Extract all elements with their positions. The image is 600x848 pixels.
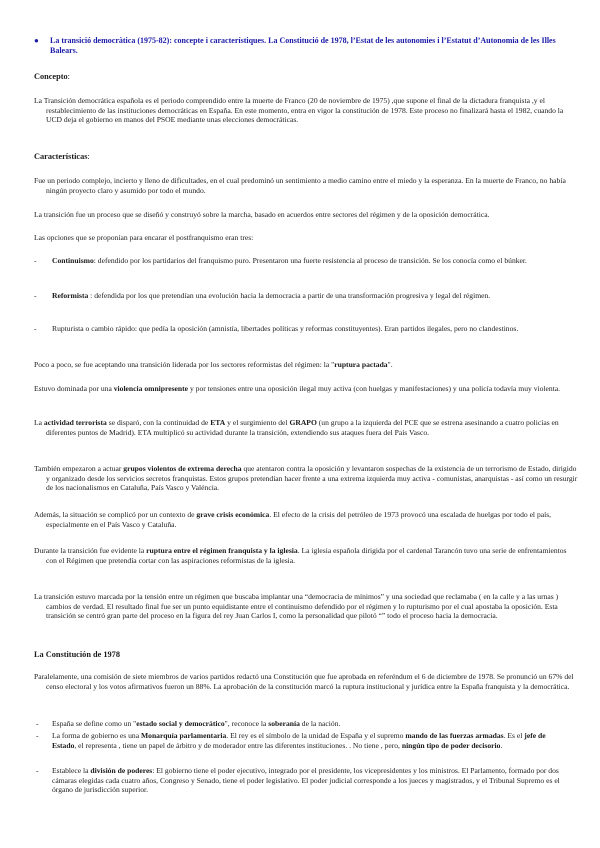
text-run: También empezaron a actuar (34, 464, 124, 473)
dash-marker: - (36, 766, 39, 775)
division-poderes-term: división de poderes (90, 766, 153, 775)
caracteristicas-paragraph-3: Las opciones que se proponían para encarar el postfranquismo eran tres: (34, 233, 254, 242)
constitucion-bullet-3 (34, 766, 570, 795)
text-run: y por tensiones entre una oposición ilegal muy activa (con huelgas y manifestaciones) y una policía todavía muy violenta. (188, 384, 561, 393)
text-run: Establece la (52, 766, 91, 775)
text-run: . (500, 740, 503, 750)
option-reformista-desc: : defendida por los que pretendían una evolución hacia la democracia a partir de una transformación progresiva y legal del régimen. (88, 291, 491, 300)
option-rupturista-text: Rupturista o cambio rápido: que pedía la oposición (amnistía, libertades políticas y reformas constituyentes). Eran partidos ilegales, pero no clandestinos. (52, 324, 519, 333)
text-run: de la nación. (299, 719, 341, 728)
text-run: La forma de gobierno es una (52, 731, 141, 740)
text-run: España se define como un " (52, 719, 137, 728)
text-run: . El efecto de la crisis del petróleo de 1973 provocó una escalada de huelgas por todo el país, especialmente en el País Vasco y Cataluña. (46, 510, 552, 529)
caracteristicas-paragraph-1: Fue un periodo complejo, incierto y lleno de dificultades, en el cual predominó un sentimiento a medio camino entre el miedo y la esperanza. En la muerte de Franco, no había ningún proyecto claro y asumido por todo el mundo. (34, 176, 566, 195)
caracteristicas-paragraph-7 (34, 464, 578, 493)
option-reformista-term: Reformista (52, 291, 89, 300)
concepto-paragraph: La Transición democrática española es el periodo comprendido entre la muerte de Franco (20 de noviembre de 1975) ,que supone el final de la dictadura franquista ,y el restablecimiento de las instituciones democráticas en España. En este momento, entra en vigor la constitución de 1978. Este proceso no finalizará hasta el 1982, cuando la UCD deja el gobierno en manos del PSOE mediante unas elecciones democráticas. (34, 96, 564, 125)
text-run: Además, la situación se complicó por un contexto de (34, 510, 197, 519)
mando-term: mando de las fuerzas armadas (405, 731, 504, 740)
option-continuismo-term: Continuismo (52, 256, 94, 265)
text-run: se disparó, con la continuidad de (106, 418, 211, 427)
constitucion-bullet-2 (34, 731, 570, 750)
caracteristicas-paragraph-8 (34, 510, 578, 529)
option-continuismo (34, 256, 566, 266)
text-run: : El gobierno tiene el poder ejecutivo, integrado por el presidente, los vicepresidentes y los ministros. El Parlamento, formado por dos cámaras elegidas cada cuatro años, Congreso y Senado, tiene el poder legislativo. El poder judicial corresponde a los jueces y magistrados, y el Tribunal Supremo es el órgano de jurisdicción superior. (52, 766, 560, 795)
text-run: . La iglesia española dirigida por el cardenal Tarancón tuvo una serie de enfrentamientos con el Régimen que pretendía cortar con las aspiraciones reformistas de la iglesia. (46, 546, 567, 565)
ruptura-iglesia-term: ruptura entre el régimen franquista y la iglesia (146, 546, 298, 555)
actividad-terrorista-term: actividad terrorista (43, 418, 107, 427)
violencia-omnipresente-term: violencia omnipresente (113, 384, 189, 393)
poder-decisorio-term: ningún tipo de poder decisorio (401, 740, 501, 750)
ruptura-pactada-term: ruptura pactada (334, 360, 388, 369)
grupos-violentos-term: grupos violentos de extrema derecha (123, 464, 242, 473)
caracteristicas-heading-text: Características (34, 152, 88, 161)
caracteristicas-paragraph-9 (34, 546, 578, 565)
concepto-heading (34, 72, 70, 82)
caracteristicas-paragraph-6 (34, 418, 578, 437)
monarquia-term: Monarquía parlamentaria (140, 731, 227, 740)
title-text: La transició democràtica (1975-82): concepte i característiques. La Constitució de 1978, l’Estat de les autonomies i l’Estatut d’Autonomia de les Illes Balears. (50, 36, 556, 55)
constitucion-bullet-1 (34, 719, 570, 729)
jefe-estado-term: jefe de Estado (52, 731, 546, 750)
concepto-heading-colon: : (67, 72, 70, 81)
text-run: y el surgimiento del (225, 418, 290, 427)
grave-crisis-term: grave crisis económica (196, 510, 270, 519)
text-run: , el representa , tiene un papel de árbitro y de moderador entre las diferentes instituciones. . No tiene , pero, (74, 740, 402, 750)
caracteristicas-paragraph-4 (34, 360, 566, 370)
constitucion-paragraph: Paralelamente, una comisión de siete miembros de varios partidos redactó una Constitución que fue aprobada en referéndum el 6 de diciembre de 1978. Se pronunció un 67% del censo electoral y los votos afirmativos fueron un 88%. La aprobación de la constitución marcó la ruptura institucional y jurídica entre la España franquista y la democrática. (34, 672, 574, 691)
caracteristicas-heading (34, 152, 90, 162)
soberania-term: soberanía (268, 719, 300, 728)
option-continuismo-desc: : defendido por los partidarios del franquismo puro. Presentaron una fuerte resistencia al proceso de transición. Se los conocía como el búnker. (93, 256, 527, 265)
document-title (34, 36, 579, 56)
dash-marker: - (34, 291, 37, 300)
text-run: que atentaron contra la oposición y levantaron sospechas de la existencia de un terrorismo de Estado, dirigido y organizado desde los servicios secretos franquistas. Estos grupos pretendían hacer frente a una extrema izquierda muy activa - comunistas, anarquistas - así como un resurgir de los nacionalismos en Cataluña, País Vasco y Valéncia. (46, 464, 578, 493)
eta-term: ETA (210, 418, 226, 427)
dash-marker: - (36, 719, 39, 728)
caracteristicas-paragraph-5 (34, 384, 578, 394)
text-run: ", reconoce la (224, 719, 269, 728)
concepto-heading-text: Concepto (34, 72, 68, 81)
text-run: . Es el (503, 731, 525, 740)
text-run: (un grupo a la izquierda del PCE que se estrena asesinando a cuatro policías en diferentes puntos de Madrid). ETA multiplicó su actividad durante la transición, extendiendo sus ataques fuera del País Vasco. (46, 418, 559, 437)
text-run: . El rey es el símbolo de la unidad de España y el supremo (226, 731, 406, 740)
option-reformista (34, 291, 566, 301)
title-bullet-icon: ● (34, 36, 39, 45)
text-run: La (34, 418, 44, 427)
caracteristicas-heading-colon: : (87, 152, 90, 161)
text-run: Estuvo dominada por una (34, 384, 114, 393)
option-rupturista (34, 324, 566, 334)
text-run: Durante la transición fue evidente la (34, 546, 147, 555)
text-run: ". (387, 360, 393, 369)
estado-social-term: estado social y democrático (136, 719, 225, 728)
caracteristicas-paragraph-10: La transición estuvo marcada por la tensión entre un régimen que buscaba implantar una “democracia de mínimos” y una sociedad que reclamaba ( en la calle y a las urnas ) cambios de verdad. El resultado final fue ser un punto equidistante entre el continuismo defendido por el régimen y lo rupturismo por el cual apostaba la oposición. Esta transición se centró gran parte del proceso en la figura del rey Juan Carlos I, como la personalidad que pilotó “” todo el proceso hacia la democracia. (34, 592, 559, 621)
dash-marker: - (34, 324, 37, 333)
constitucion-heading: La Constitución de 1978 (34, 650, 120, 659)
grapo-term: GRAPO (289, 418, 317, 427)
dash-marker: - (36, 731, 39, 740)
text-run: Poco a poco, se fue aceptando una transición liderada por los sectores reformistas del régimen: la " (34, 360, 335, 369)
caracteristicas-paragraph-2: La transición fue un proceso que se diseñó y construyó sobre la marcha, basado en acuerdos entre sectores del régimen y de la oposición democrática. (34, 210, 490, 219)
dash-marker: - (34, 256, 37, 265)
